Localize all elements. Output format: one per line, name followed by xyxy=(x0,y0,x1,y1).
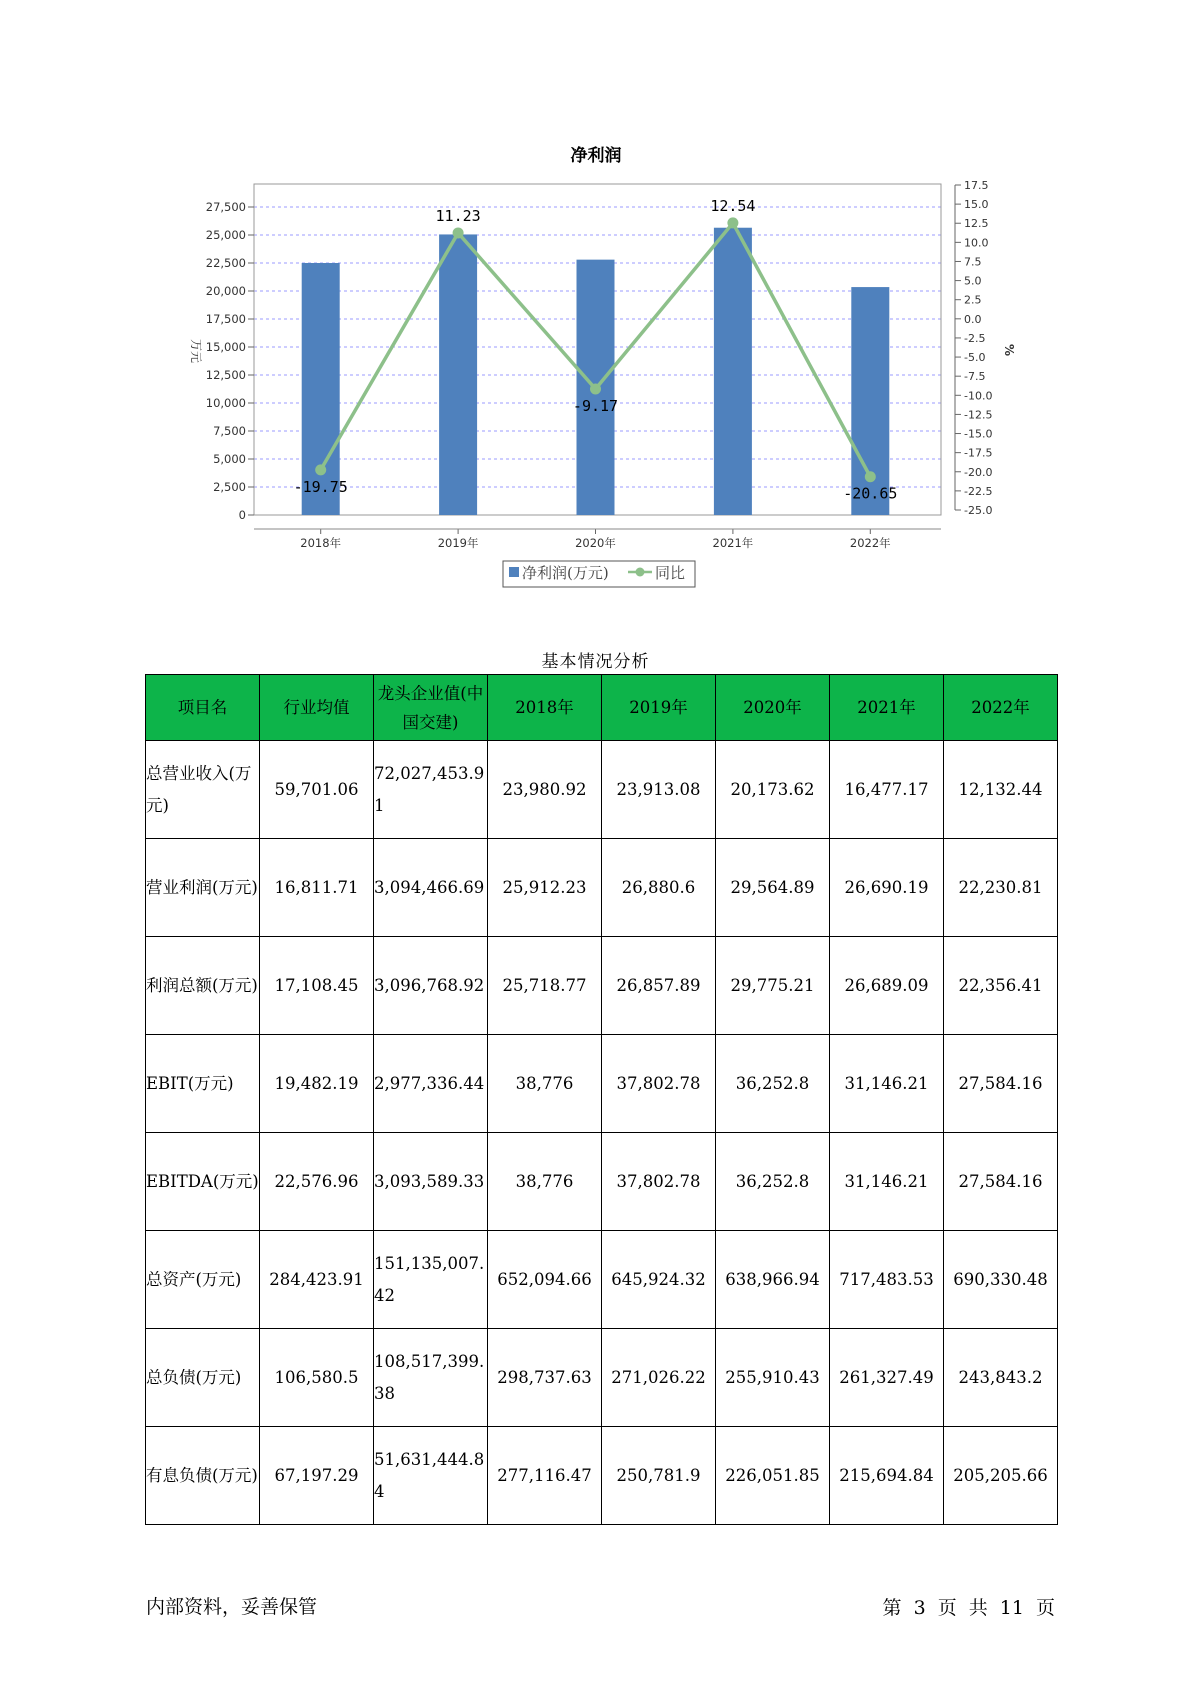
cell-year-value: 25,912.23 xyxy=(488,839,602,937)
legend-line-label: 同比 xyxy=(655,564,686,582)
bar xyxy=(714,228,752,515)
cell-year-value: 20,173.62 xyxy=(716,741,830,839)
y2-axis-title: % xyxy=(1002,343,1016,357)
bar xyxy=(439,234,477,515)
cell-year-value: 261,327.49 xyxy=(830,1329,944,1427)
yoy-point xyxy=(315,464,326,475)
cell-leader-value: 151,135,007.42 xyxy=(374,1231,488,1329)
cell-year-value: 29,564.89 xyxy=(716,839,830,937)
cell-year-value: 226,051.85 xyxy=(716,1427,830,1525)
cell-year-value: 205,205.66 xyxy=(944,1427,1058,1525)
y2-tick-label: 5.0 xyxy=(964,274,982,288)
cell-leader-value: 51,631,444.84 xyxy=(374,1427,488,1525)
cell-year-value: 243,843.2 xyxy=(944,1329,1058,1427)
cell-industry-avg: 67,197.29 xyxy=(260,1427,374,1525)
cell-year-value: 37,802.78 xyxy=(602,1035,716,1133)
cell-leader-value: 72,027,453.91 xyxy=(374,741,488,839)
cell-industry-avg: 59,701.06 xyxy=(260,741,374,839)
header-2020: 2020年 xyxy=(716,675,830,741)
y-tick-label: 25,000 xyxy=(205,228,246,242)
x-tick-label: 2020年 xyxy=(575,536,616,550)
yoy-point xyxy=(453,227,464,238)
row-item-name: 有息负债(万元) xyxy=(146,1427,260,1525)
chart-legend xyxy=(503,561,695,587)
y-tick-label: 10,000 xyxy=(205,396,246,410)
row-item-name: 营业利润(万元) xyxy=(146,839,260,937)
row-item-name: EBITDA(万元) xyxy=(146,1133,260,1231)
cell-year-value: 25,718.77 xyxy=(488,937,602,1035)
yoy-data-label: 12.54 xyxy=(710,196,756,215)
y2-tick-label: 10.0 xyxy=(964,236,989,250)
x-tick-label: 2022年 xyxy=(849,536,891,550)
chart-title: 净利润 xyxy=(570,146,622,166)
header-2021: 2021年 xyxy=(830,675,944,741)
yoy-point xyxy=(590,383,601,394)
header-industry-avg: 行业均值 xyxy=(260,675,374,741)
cell-leader-value: 2,977,336.44 xyxy=(374,1035,488,1133)
cell-industry-avg: 284,423.91 xyxy=(260,1231,374,1329)
y2-tick-label: -22.5 xyxy=(964,484,993,498)
y2-tick-label: -12.5 xyxy=(964,408,993,422)
y-tick-label: 7,500 xyxy=(213,424,246,438)
table-caption: 基本情况分析 xyxy=(541,652,650,672)
y2-tick-label: -20.0 xyxy=(964,465,993,479)
bar-series xyxy=(302,228,890,515)
y-tick-label: 2,500 xyxy=(213,480,246,494)
cell-year-value: 23,980.92 xyxy=(488,741,602,839)
footer-page-number: 第 3 页 共 11 页 xyxy=(882,1597,1055,1619)
cell-year-value: 255,910.43 xyxy=(716,1329,830,1427)
cell-year-value: 26,880.6 xyxy=(602,839,716,937)
y2-tick-label: -25.0 xyxy=(964,504,993,517)
x-tick-label: 2018年 xyxy=(300,536,342,550)
cell-industry-avg: 22,576.96 xyxy=(260,1133,374,1231)
cell-year-value: 717,483.53 xyxy=(830,1231,944,1329)
cell-year-value: 645,924.32 xyxy=(602,1231,716,1329)
header-2018: 2018年 xyxy=(488,675,602,741)
yoy-point xyxy=(727,217,738,228)
header-2022: 2022年 xyxy=(944,675,1058,741)
cell-year-value: 27,584.16 xyxy=(944,1035,1058,1133)
legend-bar-swatch xyxy=(509,567,519,577)
yoy-data-label: -20.65 xyxy=(843,484,898,503)
yoy-data-label: 11.23 xyxy=(435,206,481,225)
cell-year-value: 38,776 xyxy=(488,1035,602,1133)
cell-year-value: 638,966.94 xyxy=(716,1231,830,1329)
cell-year-value: 36,252.8 xyxy=(716,1035,830,1133)
cell-year-value: 690,330.48 xyxy=(944,1231,1058,1329)
y-tick-label: 0 xyxy=(238,508,246,522)
footer-confidential-note: 内部资料，妥善保管 xyxy=(146,1596,318,1618)
cell-leader-value: 108,517,399.38 xyxy=(374,1329,488,1427)
y-axis-title: 万元 xyxy=(189,338,203,364)
cell-year-value: 26,689.09 xyxy=(830,937,944,1035)
y2-tick-label: 0.0 xyxy=(964,312,982,326)
table-row xyxy=(146,937,1058,1035)
cell-year-value: 22,230.81 xyxy=(944,839,1058,937)
cell-leader-value: 3,096,768.92 xyxy=(374,937,488,1035)
header-2019: 2019年 xyxy=(602,675,716,741)
table-row xyxy=(146,1427,1058,1525)
cell-year-value: 271,026.22 xyxy=(602,1329,716,1427)
table-row xyxy=(146,839,1058,937)
cell-year-value: 652,094.66 xyxy=(488,1231,602,1329)
y-tick-label: 27,500 xyxy=(205,200,246,214)
table-row xyxy=(146,1035,1058,1133)
y-tick-label: 20,000 xyxy=(205,284,246,298)
cell-year-value: 26,690.19 xyxy=(830,839,944,937)
y2-tick-label: 2.5 xyxy=(964,293,982,307)
cell-year-value: 16,477.17 xyxy=(830,741,944,839)
row-item-name: 总资产(万元) xyxy=(146,1231,260,1329)
table-row xyxy=(146,1231,1058,1329)
yoy-data-label: -19.75 xyxy=(293,477,348,496)
cell-year-value: 215,694.84 xyxy=(830,1427,944,1525)
table-row xyxy=(146,1133,1058,1231)
y-tick-label: 12,500 xyxy=(205,368,246,382)
y2-tick-label: 7.5 xyxy=(964,255,982,269)
row-item-name: 利润总额(万元) xyxy=(146,937,260,1035)
y2-tick-label: -17.5 xyxy=(964,446,993,460)
cell-year-value: 23,913.08 xyxy=(602,741,716,839)
cell-year-value: 250,781.9 xyxy=(602,1427,716,1525)
cell-industry-avg: 106,580.5 xyxy=(260,1329,374,1427)
y2-tick-label: 15.0 xyxy=(964,198,989,212)
net-profit-chart xyxy=(0,0,1191,600)
yoy-point xyxy=(865,471,876,482)
legend-line-marker xyxy=(636,568,645,577)
y-tick-label: 15,000 xyxy=(205,340,246,354)
table-row xyxy=(146,1329,1058,1427)
y2-tick-label: -15.0 xyxy=(964,427,993,441)
y-tick-label: 17,500 xyxy=(205,312,246,326)
cell-year-value: 29,775.21 xyxy=(716,937,830,1035)
cell-year-value: 27,584.16 xyxy=(944,1133,1058,1231)
cell-industry-avg: 17,108.45 xyxy=(260,937,374,1035)
header-item-name: 项目名 xyxy=(146,675,260,741)
cell-year-value: 36,252.8 xyxy=(716,1133,830,1231)
cell-year-value: 31,146.21 xyxy=(830,1133,944,1231)
x-tick-label: 2021年 xyxy=(712,536,754,550)
cell-year-value: 22,356.41 xyxy=(944,937,1058,1035)
y2-tick-label: -2.5 xyxy=(964,331,986,345)
table-row xyxy=(146,741,1058,839)
cell-year-value: 26,857.89 xyxy=(602,937,716,1035)
y2-tick-label: 12.5 xyxy=(964,217,989,231)
legend-bar-label: 净利润(万元) xyxy=(522,564,609,582)
row-item-name: 总营业收入(万元) xyxy=(146,741,260,839)
cell-year-value: 37,802.78 xyxy=(602,1133,716,1231)
cell-leader-value: 3,093,589.33 xyxy=(374,1133,488,1231)
cell-year-value: 31,146.21 xyxy=(830,1035,944,1133)
cell-leader-value: 3,094,466.69 xyxy=(374,839,488,937)
row-item-name: 总负债(万元) xyxy=(146,1329,260,1427)
basic-analysis-table xyxy=(145,674,1058,1525)
y2-tick-label: -5.0 xyxy=(964,351,986,365)
cell-year-value: 38,776 xyxy=(488,1133,602,1231)
y2-tick-label: -10.0 xyxy=(964,389,993,403)
x-tick-label: 2019年 xyxy=(437,536,479,550)
cell-industry-avg: 16,811.71 xyxy=(260,839,374,937)
table-header-row xyxy=(146,675,1058,741)
cell-year-value: 12,132.44 xyxy=(944,741,1058,839)
cell-industry-avg: 19,482.19 xyxy=(260,1035,374,1133)
yoy-data-label: -9.17 xyxy=(572,396,619,415)
cell-year-value: 277,116.47 xyxy=(488,1427,602,1525)
header-leader-value: 龙头企业值(中国交建) xyxy=(374,675,488,741)
y2-tick-label: -7.5 xyxy=(964,370,986,384)
cell-year-value: 298,737.63 xyxy=(488,1329,602,1427)
y2-tick-label: 17.5 xyxy=(964,179,989,192)
y-tick-label: 5,000 xyxy=(213,452,246,466)
y-tick-label: 22,500 xyxy=(205,256,246,270)
row-item-name: EBIT(万元) xyxy=(146,1035,260,1133)
